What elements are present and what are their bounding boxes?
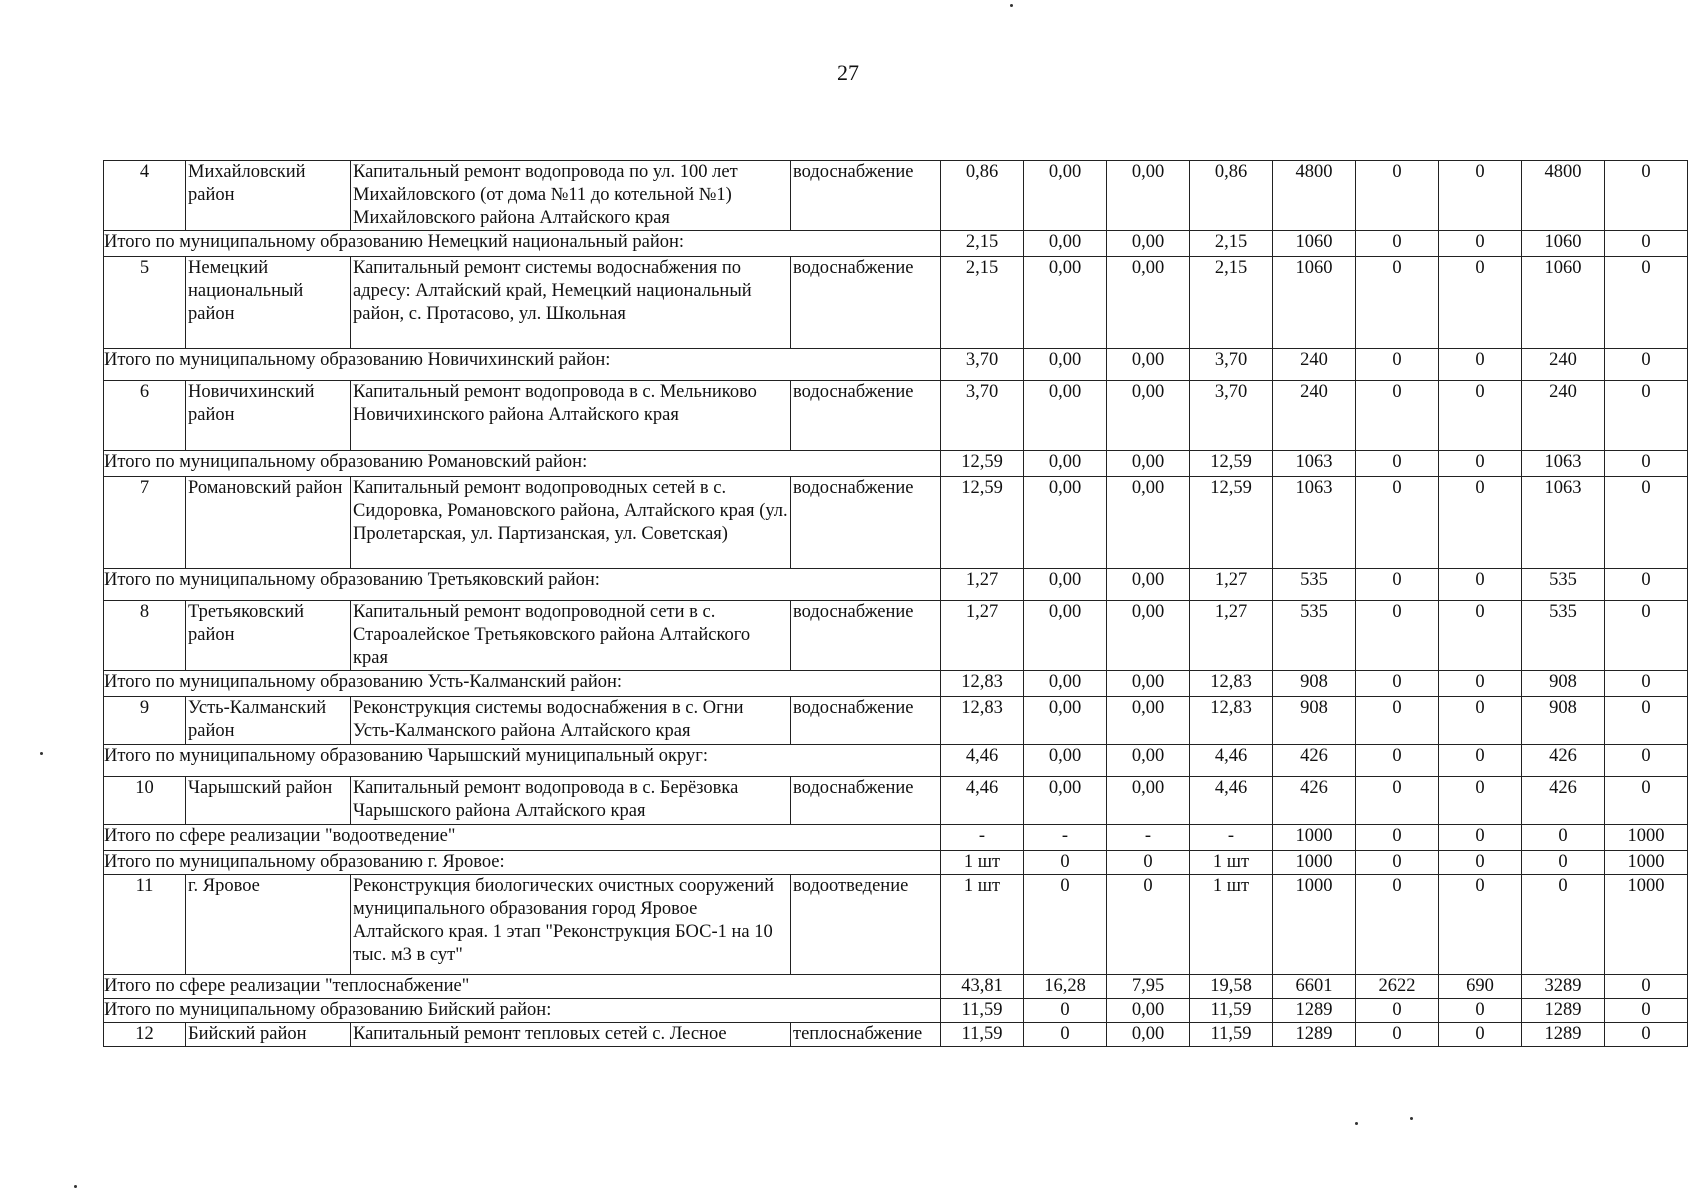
value-cell: 908	[1273, 671, 1356, 697]
value-cell: 2622	[1356, 975, 1439, 999]
object-cell: Капитальный ремонт тепловых сетей с. Лесное	[351, 1023, 791, 1047]
value-cell: 0,00	[1107, 161, 1190, 231]
value-cell: 12,59	[941, 477, 1024, 569]
value-cell: 1289	[1273, 999, 1356, 1023]
value-cell: 908	[1522, 697, 1605, 745]
sphere-cell: водоснабжение	[791, 697, 941, 745]
value-cell: 11,59	[941, 999, 1024, 1023]
value-cell: 1063	[1273, 477, 1356, 569]
value-cell: 7,95	[1107, 975, 1190, 999]
value-cell: 11,59	[1190, 1023, 1273, 1047]
value-cell: -	[941, 825, 1024, 851]
value-cell: 1063	[1522, 451, 1605, 477]
row-number: 5	[104, 257, 186, 349]
value-cell: 0	[1439, 257, 1522, 349]
district-cell: г. Яровое	[186, 875, 351, 975]
value-cell: 2,15	[1190, 257, 1273, 349]
value-cell: 0	[1605, 257, 1688, 349]
total-row	[104, 825, 1688, 851]
district-cell: Новичихинский район	[186, 381, 351, 451]
value-cell: 535	[1522, 569, 1605, 601]
sphere-cell: водоснабжение	[791, 257, 941, 349]
value-cell: 535	[1273, 601, 1356, 671]
value-cell: 12,83	[941, 671, 1024, 697]
value-cell: 0,00	[1107, 601, 1190, 671]
value-cell: 1289	[1522, 1023, 1605, 1047]
object-cell: Капитальный ремонт водопровода в с. Берёзовка Чарышского района Алтайского края	[351, 777, 791, 825]
value-cell: 1,27	[941, 601, 1024, 671]
value-cell: 0	[1356, 601, 1439, 671]
value-cell: 12,83	[1190, 697, 1273, 745]
value-cell: 0	[1522, 875, 1605, 975]
value-cell: 0	[1356, 161, 1439, 231]
value-cell: 0,00	[1024, 451, 1107, 477]
district-cell: Чарышский район	[186, 777, 351, 825]
value-cell: 0,00	[1024, 381, 1107, 451]
object-cell: Капитальный ремонт водопроводных сетей в с. Сидоровка, Романовского района, Алтайского края (ул. Пролетарская, ул. Партизанская, ул. Советская)	[351, 477, 791, 569]
value-cell: 0	[1605, 697, 1688, 745]
value-cell: 3289	[1522, 975, 1605, 999]
sphere-cell: водоснабжение	[791, 381, 941, 451]
value-cell: 0	[1356, 825, 1439, 851]
object-cell: Капитальный ремонт водопровода в с. Мельниково Новичихинского района Алтайского края	[351, 381, 791, 451]
value-cell: 0,00	[1107, 451, 1190, 477]
value-cell: 0,00	[1107, 257, 1190, 349]
sphere-cell: водоотведение	[791, 875, 941, 975]
value-cell: 0	[1605, 477, 1688, 569]
value-cell: 908	[1273, 697, 1356, 745]
value-cell: 0	[1356, 1023, 1439, 1047]
sphere-cell: водоснабжение	[791, 777, 941, 825]
value-cell: 0,00	[1024, 601, 1107, 671]
value-cell: 0	[1024, 1023, 1107, 1047]
value-cell: 0,00	[1024, 161, 1107, 231]
value-cell: 908	[1522, 671, 1605, 697]
total-label: Итого по муниципальному образованию Третьяковский район:	[104, 569, 941, 601]
value-cell: 3,70	[1190, 381, 1273, 451]
value-cell: 0	[1356, 999, 1439, 1023]
value-cell: 0	[1356, 569, 1439, 601]
value-cell: 0	[1522, 825, 1605, 851]
scan-speck	[1355, 1122, 1358, 1125]
value-cell: 0	[1356, 231, 1439, 257]
value-cell: 0	[1605, 381, 1688, 451]
value-cell: 0	[1605, 451, 1688, 477]
value-cell: 0	[1356, 381, 1439, 451]
value-cell: 0	[1439, 999, 1522, 1023]
value-cell: 0	[1024, 999, 1107, 1023]
value-cell: 240	[1273, 381, 1356, 451]
value-cell: 0	[1605, 161, 1688, 231]
value-cell: 0,00	[1107, 1023, 1190, 1047]
row-number: 6	[104, 381, 186, 451]
district-cell: Михайловский район	[186, 161, 351, 231]
table-row	[104, 381, 1688, 451]
value-cell: 0	[1439, 161, 1522, 231]
value-cell: 4,46	[1190, 745, 1273, 777]
value-cell: 2,15	[1190, 231, 1273, 257]
value-cell: 0	[1605, 231, 1688, 257]
value-cell: 0,00	[1107, 569, 1190, 601]
sphere-cell: теплоснабжение	[791, 1023, 941, 1047]
value-cell: 0	[1356, 451, 1439, 477]
total-row	[104, 975, 1688, 999]
value-cell: 12,59	[1190, 477, 1273, 569]
value-cell: 4,46	[941, 745, 1024, 777]
value-cell: 1000	[1273, 875, 1356, 975]
value-cell: 0	[1356, 257, 1439, 349]
total-label: Итого по муниципальному образованию Новичихинский район:	[104, 349, 941, 381]
value-cell: 0,00	[1107, 477, 1190, 569]
value-cell: 0	[1439, 777, 1522, 825]
value-cell: -	[1107, 825, 1190, 851]
value-cell: 0,00	[1107, 999, 1190, 1023]
table-row	[104, 477, 1688, 569]
document-sheet	[103, 160, 1688, 1047]
value-cell: 16,28	[1024, 975, 1107, 999]
value-cell: 0,00	[1024, 697, 1107, 745]
value-cell: 0	[1439, 231, 1522, 257]
scan-speck	[74, 1185, 77, 1188]
table-row	[104, 257, 1688, 349]
object-cell: Реконструкция системы водоснабжения в с. Огни Усть-Калманского района Алтайского края	[351, 697, 791, 745]
value-cell: 2,15	[941, 257, 1024, 349]
sphere-cell: водоснабжение	[791, 601, 941, 671]
table-row	[104, 161, 1688, 231]
value-cell: 0	[1439, 381, 1522, 451]
row-number: 10	[104, 777, 186, 825]
value-cell: 0	[1439, 1023, 1522, 1047]
value-cell: 0	[1356, 349, 1439, 381]
value-cell: 0	[1356, 697, 1439, 745]
value-cell: 0,00	[1024, 349, 1107, 381]
value-cell: 0	[1439, 745, 1522, 777]
value-cell: 535	[1273, 569, 1356, 601]
value-cell: 1000	[1273, 825, 1356, 851]
value-cell: 11,59	[941, 1023, 1024, 1047]
value-cell: 0,00	[1024, 777, 1107, 825]
value-cell: 11,59	[1190, 999, 1273, 1023]
value-cell: 0	[1605, 999, 1688, 1023]
total-row	[104, 671, 1688, 697]
value-cell: 0	[1356, 477, 1439, 569]
value-cell: 12,59	[941, 451, 1024, 477]
total-label: Итого по муниципальному образованию Немецкий национальный район:	[104, 231, 941, 257]
row-number: 8	[104, 601, 186, 671]
value-cell: 6601	[1273, 975, 1356, 999]
value-cell: 690	[1439, 975, 1522, 999]
value-cell: 0	[1439, 697, 1522, 745]
value-cell: 0	[1107, 875, 1190, 975]
value-cell: 4,46	[941, 777, 1024, 825]
program-table	[103, 160, 1688, 1047]
row-number: 9	[104, 697, 186, 745]
value-cell: 0	[1605, 601, 1688, 671]
row-number: 7	[104, 477, 186, 569]
table-row	[104, 875, 1688, 975]
value-cell: 19,58	[1190, 975, 1273, 999]
value-cell: 1 шт	[1190, 851, 1273, 875]
value-cell: 0	[1605, 671, 1688, 697]
total-label: Итого по муниципальному образованию Чарышский муниципальный округ:	[104, 745, 941, 777]
table-row	[104, 777, 1688, 825]
scan-speck	[1010, 4, 1013, 7]
total-row	[104, 851, 1688, 875]
value-cell: 0,00	[1024, 477, 1107, 569]
value-cell: 0,00	[1107, 777, 1190, 825]
object-cell: Реконструкция биологических очистных сооружений муниципального образования город Яровое Алтайского края. 1 этап "Реконструкция БОС-1 на 10 тыс. м3 в сут"	[351, 875, 791, 975]
value-cell: 0,00	[1107, 349, 1190, 381]
row-number: 4	[104, 161, 186, 231]
value-cell: 3,70	[941, 381, 1024, 451]
value-cell: 0	[1439, 349, 1522, 381]
total-label: Итого по муниципальному образованию Усть-Калманский район:	[104, 671, 941, 697]
value-cell: 1000	[1605, 825, 1688, 851]
value-cell: 1060	[1273, 231, 1356, 257]
value-cell: 0,00	[1107, 231, 1190, 257]
table-row	[104, 1023, 1688, 1047]
value-cell: 0	[1024, 851, 1107, 875]
value-cell: 240	[1522, 349, 1605, 381]
page-number: 27	[837, 60, 859, 85]
value-cell: 1289	[1522, 999, 1605, 1023]
value-cell: 2,15	[941, 231, 1024, 257]
value-cell: 426	[1522, 777, 1605, 825]
total-label: Итого по муниципальному образованию Романовский район:	[104, 451, 941, 477]
value-cell: 1063	[1522, 477, 1605, 569]
table-body	[104, 161, 1688, 1047]
value-cell: 1060	[1273, 257, 1356, 349]
total-label: Итого по сфере реализации "теплоснабжение"	[104, 975, 941, 999]
value-cell: 0	[1107, 851, 1190, 875]
value-cell: 0	[1439, 851, 1522, 875]
district-cell: Усть-Калманский район	[186, 697, 351, 745]
value-cell: 426	[1273, 777, 1356, 825]
value-cell: 0	[1439, 451, 1522, 477]
total-label: Итого по муниципальному образованию Бийский район:	[104, 999, 941, 1023]
value-cell: 1060	[1522, 257, 1605, 349]
value-cell: 0,00	[1107, 671, 1190, 697]
value-cell: 0,00	[1024, 569, 1107, 601]
object-cell: Капитальный ремонт системы водоснабжения по адресу: Алтайский край, Немецкий национальный район, с. Протасово, ул. Школьная	[351, 257, 791, 349]
value-cell: 1289	[1273, 1023, 1356, 1047]
value-cell: 0	[1522, 851, 1605, 875]
value-cell: 1 шт	[941, 875, 1024, 975]
value-cell: 0	[1356, 777, 1439, 825]
sphere-cell: водоснабжение	[791, 161, 941, 231]
value-cell: -	[1024, 825, 1107, 851]
value-cell: 43,81	[941, 975, 1024, 999]
total-row	[104, 349, 1688, 381]
value-cell: 12,59	[1190, 451, 1273, 477]
total-row	[104, 999, 1688, 1023]
district-cell: Третьяковский район	[186, 601, 351, 671]
value-cell: 0	[1605, 975, 1688, 999]
value-cell: 240	[1273, 349, 1356, 381]
value-cell: 1,27	[1190, 601, 1273, 671]
value-cell: 0	[1356, 875, 1439, 975]
value-cell: 0	[1439, 569, 1522, 601]
value-cell: 240	[1522, 381, 1605, 451]
value-cell: 0,86	[1190, 161, 1273, 231]
value-cell: 0	[1605, 745, 1688, 777]
value-cell: 0,00	[1107, 381, 1190, 451]
scan-speck	[1410, 1117, 1413, 1120]
value-cell: 0,00	[1024, 257, 1107, 349]
value-cell: 0	[1024, 875, 1107, 975]
district-cell: Бийский район	[186, 1023, 351, 1047]
value-cell: 0	[1356, 851, 1439, 875]
value-cell: 0	[1439, 671, 1522, 697]
value-cell: 0	[1605, 349, 1688, 381]
value-cell: 0,00	[1107, 745, 1190, 777]
value-cell: 0	[1356, 745, 1439, 777]
value-cell: -	[1190, 825, 1273, 851]
value-cell: 3,70	[941, 349, 1024, 381]
sphere-cell: водоснабжение	[791, 477, 941, 569]
scan-speck	[40, 752, 43, 755]
object-cell: Капитальный ремонт водопровода по ул. 100 лет Михайловского (от дома №11 до котельной №1) Михайловского района Алтайского края	[351, 161, 791, 231]
value-cell: 535	[1522, 601, 1605, 671]
value-cell: 0	[1356, 671, 1439, 697]
value-cell: 12,83	[941, 697, 1024, 745]
total-label: Итого по сфере реализации "водоотведение"	[104, 825, 941, 851]
value-cell: 3,70	[1190, 349, 1273, 381]
value-cell: 0	[1605, 777, 1688, 825]
district-cell: Немецкий национальный район	[186, 257, 351, 349]
value-cell: 0,86	[941, 161, 1024, 231]
value-cell: 0,00	[1024, 745, 1107, 777]
value-cell: 1060	[1522, 231, 1605, 257]
total-row	[104, 569, 1688, 601]
value-cell: 1000	[1605, 851, 1688, 875]
value-cell: 4800	[1273, 161, 1356, 231]
value-cell: 12,83	[1190, 671, 1273, 697]
value-cell: 426	[1522, 745, 1605, 777]
value-cell: 0	[1439, 601, 1522, 671]
row-number: 12	[104, 1023, 186, 1047]
value-cell: 0,00	[1107, 697, 1190, 745]
table-row	[104, 601, 1688, 671]
total-row	[104, 451, 1688, 477]
value-cell: 1 шт	[1190, 875, 1273, 975]
value-cell: 1 шт	[941, 851, 1024, 875]
value-cell: 0,00	[1024, 231, 1107, 257]
total-row	[104, 745, 1688, 777]
value-cell: 1000	[1605, 875, 1688, 975]
value-cell: 1,27	[941, 569, 1024, 601]
value-cell: 426	[1273, 745, 1356, 777]
object-cell: Капитальный ремонт водопроводной сети в с. Староалейское Третьяковского района Алтайского края	[351, 601, 791, 671]
total-label: Итого по муниципальному образованию г. Яровое:	[104, 851, 941, 875]
value-cell: 0	[1439, 875, 1522, 975]
value-cell: 0	[1439, 825, 1522, 851]
row-number: 11	[104, 875, 186, 975]
value-cell: 4800	[1522, 161, 1605, 231]
value-cell: 4,46	[1190, 777, 1273, 825]
value-cell: 0,00	[1024, 671, 1107, 697]
value-cell: 0	[1439, 477, 1522, 569]
value-cell: 0	[1605, 1023, 1688, 1047]
value-cell: 1063	[1273, 451, 1356, 477]
value-cell: 0	[1605, 569, 1688, 601]
district-cell: Романовский район	[186, 477, 351, 569]
value-cell: 1000	[1273, 851, 1356, 875]
total-row	[104, 231, 1688, 257]
value-cell: 1,27	[1190, 569, 1273, 601]
table-row	[104, 697, 1688, 745]
